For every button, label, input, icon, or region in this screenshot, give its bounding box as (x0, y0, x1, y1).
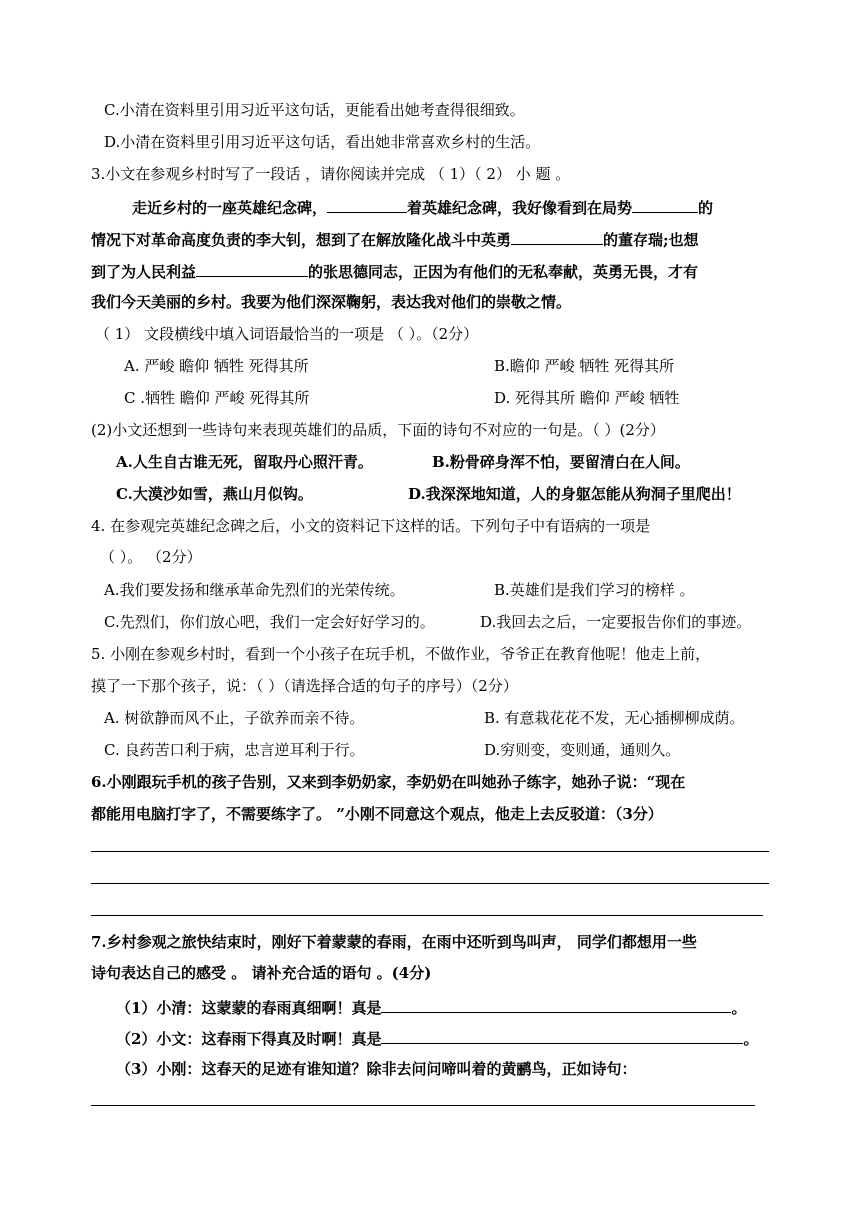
q5-stem: 5. 小刚在参观乡村时，看到一个小孩子在玩手机，不做作业，爷爷正在教育他呢！他走上前， (91, 645, 711, 663)
q3-passage-text: 走近乡村的一座英雄纪念碑， (132, 199, 328, 217)
q3-sub1-stem: （ 1） 文段横线中填入词语最恰当的一项是 （ ）。（2分） (95, 325, 479, 343)
q3-blank-4[interactable] (196, 260, 308, 277)
q3-passage-text: 着英雄纪念碑，我好像看到在局势 (407, 199, 633, 217)
q6-answer-line-3[interactable] (91, 915, 763, 916)
q5-stem-cont: 摸了一下那个孩子，说：（ ）（请选择合适的句子的序号）（2分） (91, 677, 518, 695)
q3-sub2-option-b: B.粉骨碎身浑不怕，要留清白在人间。 (432, 453, 690, 471)
q7-item-1-end: 。 (731, 999, 747, 1017)
q3-passage-text: 的董存瑞;也想 (603, 231, 699, 249)
q3-blank-3[interactable] (511, 228, 603, 245)
q3-passage-text: 的张思德同志，正因为有他们的无私奉献，英勇无畏，才有 (308, 263, 699, 281)
q7-item-2-text: （2）小文：这春雨下得真及时啊！真是 (116, 1030, 382, 1048)
q7-item-2 (116, 1027, 758, 1049)
q7-stem: 7.乡村参观之旅快结束时，刚好下着蒙蒙的春雨，在雨中还听到鸟叫声， 同学们都想用一些 (91, 933, 697, 951)
q2-option-d: D.小清在资料里引用习近平这句话，看出她非常喜欢乡村的生活。 (104, 133, 541, 151)
q7-answer-line[interactable] (91, 1105, 755, 1106)
q3-sub2-option-c: C.大漠沙如雪，燕山月似钩。 (116, 485, 313, 503)
q4-stem: 4. 在参观完英雄纪念碑之后，小文的资料记下这样的话。下列句子中有语病的一项是 (91, 517, 651, 535)
q3-sub2-option-a: A.人生自古谁无死，留取丹心照汗青。 (116, 453, 373, 471)
q5-option-d: D.穷则变，变则通，通则久。 (484, 741, 681, 759)
q7-stem-cont: 诗句表达自己的感受 。 请补充合适的语句 。(4分) (91, 964, 432, 982)
q7-item-2-blank[interactable] (381, 1027, 743, 1044)
q5-option-c: C. 良药苦口利于病，忠言逆耳利于行。 (104, 741, 365, 759)
q7-item-1 (116, 996, 746, 1018)
q3-passage-line-4: 我们今天美丽的乡村。我要为他们深深鞠躬，表达我对他们的崇敬之情。 (91, 293, 572, 311)
q4-option-d: D.我回去之后，一定要报告你们的事迹。 (480, 613, 752, 631)
q6-answer-line-1[interactable] (91, 851, 769, 852)
q3-passage-text: 情况下对革命高度负责的李大钊，想到了在解放隆化战斗中英勇 (91, 231, 512, 249)
q7-item-2-end: 。 (743, 1030, 759, 1048)
q7-item-3: （3）小刚：这春天的足迹有谁知道？除非去问问啼叫着的黄鹂鸟，正如诗句： (116, 1060, 637, 1078)
q3-passage-line-2 (91, 228, 699, 250)
q3-blank-2[interactable] (632, 196, 698, 213)
q3-sub1-option-b: B.瞻仰 严峻 牺牲 死得其所 (494, 357, 675, 375)
q3-sub1-option-a: A. 严峻 瞻仰 牺牲 死得其所 (124, 357, 309, 375)
q7-item-1-text: （1）小清：这蒙蒙的春雨真细啊！真是 (116, 999, 382, 1017)
q3-passage-text: 到了为人民利益 (91, 263, 197, 281)
q6-stem-cont: 都能用电脑打字了，不需要练字了。 ”小刚不同意这个观点，他走上去反驳道：（3分） (91, 805, 663, 823)
q3-passage-text: 的 (698, 199, 714, 217)
q3-sub2-stem: (2)小文还想到一些诗句来表现英雄们的品质，下面的诗句不对应的一句是。（ ）(2分） (91, 421, 665, 439)
q4-option-b: B.英雄们是我们学习的榜样 。 (494, 581, 695, 599)
q4-option-a: A.我们要发扬和继承革命先烈们的光荣传统。 (104, 581, 405, 599)
q3-sub1-option-c: C .牺牲 瞻仰 严峻 死得其所 (124, 389, 310, 407)
q5-option-b: B. 有意栽花花不发，无心插柳柳成荫。 (484, 709, 745, 727)
q6-stem: 6.小刚跟玩手机的孩子告别，又来到李奶奶家，李奶奶在叫她孙子练字，她孙子说：“现在 (91, 773, 686, 791)
q3-sub1-option-d: D. 死得其所 瞻仰 严峻 牺牲 (494, 389, 680, 407)
q5-option-a: A. 树欲静而风不止，子欲养而亲不待。 (104, 709, 365, 727)
q6-answer-line-2[interactable] (91, 883, 769, 884)
q3-stem: 3.小文在参观乡村时写了一段话 ，请你阅读并完成 （ 1）（ 2） 小 题 。 (91, 165, 571, 183)
q3-sub2-option-d: D.我深深地知道，人的身躯怎能从狗洞子里爬出！ (408, 485, 741, 503)
q4-option-c: C.先烈们，你们放心吧，我们一定会好好学习的。 (104, 613, 435, 631)
q2-option-c: C.小清在资料里引用习近平这句话，更能看出她考查得很细致。 (104, 101, 525, 119)
q7-item-1-blank[interactable] (381, 996, 731, 1013)
q3-passage-line-3 (91, 260, 698, 282)
q4-stem-cont: （ ）。 （2分） (100, 548, 202, 566)
q3-blank-1[interactable] (327, 196, 407, 213)
q3-passage-line-1 (132, 196, 713, 218)
